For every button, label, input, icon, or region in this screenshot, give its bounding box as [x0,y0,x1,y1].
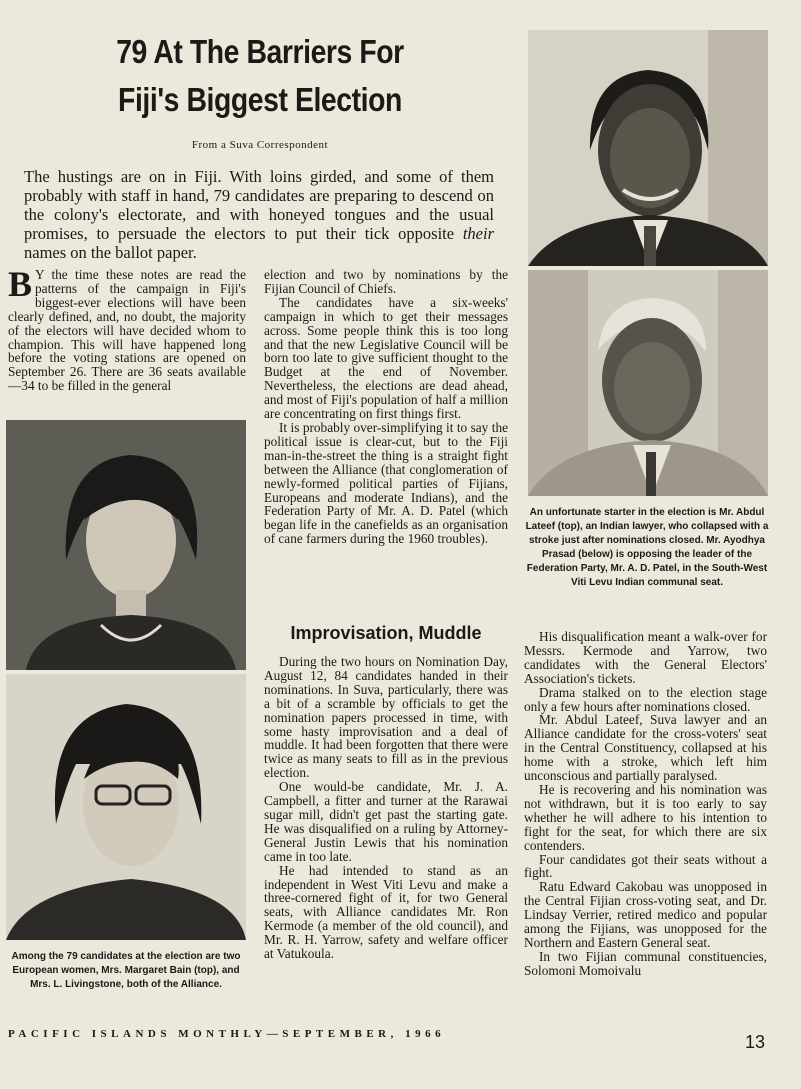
column-2-paragraph: It is probably over-simplifying it to say the political issue is clear-cut, but to the Fiji man-in-the-street the thing is a straight fight between the Alliance (that conglomeration of newly-formed political parties of Fijians, Europeans and moderate Indians), and the Federation Party of Mr. A. D. Patel (which began life in the canefields as an organisation of cane farmers during the 1960 troubles). [264,419,508,547]
column-2-paragraph: During the two hours on Nomination Day, August 12, 84 candidates handed in their nominations. In Suva, particularly, there was a bit of a scramble by officials to get the nomination papers processed in time, with some hasty improvisation and a deal of muddle. It had been forgotten that there were twice as many seats to fill as in the previous election. [264,654,508,781]
caption-right: An unfortunate starter in the election is Mr. Abdul Lateef (top), an Indian lawyer, who collapsed with a stroke just after nominations closed. Mr. Ayodhya Prasad (below) is opposing the leader of the Federation Party, Mr. A. D. Patel, in the South-West Viti Levu Indian communal seat. [525,507,769,588]
caption-left: Among the 79 candidates at the election are two European women, Mrs. Margaret Bain (top), and Mrs. L. Livingstone, both of the Alliance. [11,951,241,990]
column-3-paragraph: Drama stalked on to the election stage only a few hours after nominations closed. [524,684,767,714]
intro-paragraph: The hustings are on in Fiji. With loins girded, and some of them probably with staff in hand, 79 candidates are preparing to descend on the colony's electorate, and with honeyed tongues and the usual promises, to persuade the electors to put their tick opposite their names on the ballot paper. [24,167,494,262]
column-2-bottom-text [264,655,508,961]
column-3-paragraph: Mr. Abdul Lateef, Suva lawyer and an Alliance candidate for the cross-voters' seat in the Central Constituency, collapsed at his home with a stroke, which left him unconscious and partially paralysed. [524,712,767,784]
headline-line-2: Fiji's Biggest Election [118,81,402,118]
page-number: 13 [744,1032,765,1052]
column-2-paragraph: He had intended to stand as an independent in West Viti Levu and make a three-cornered fight of it, for two General seats, with Alliance candidates Mr. Ron Kermode (a member of the old council), and Mr. R. H. Yarrow, safety and welfare officer at Vatukoula. [264,862,508,962]
drop-cap: B [8,264,33,304]
column-3-paragraph: He is recovering and his nomination was not withdrawn, but it is too early to say whether he will adhere to his intention to fight for the seat, for which there are six contenders. [524,781,767,853]
column-2-top-text [264,268,508,546]
photo-margaret-bain [6,420,246,670]
byline: From a Suva Correspondent [191,139,329,151]
headline-line-1: 79 At The Barriers For [116,33,404,70]
column-3-paragraph: Four candidates got their seats without a fight. [524,851,767,881]
subheading: Improvisation, Muddle [290,623,482,643]
column-1-paragraph: Y the time these notes are read the patterns of the campaign in Fiji's biggest-ever elections will have been clearly defined, and, no doubt, the majority of the electors will have decided whom to champion. This will have happened long before the voting stations are opened on September 26. There are 36 seats available—34 to be filled in the general [8,267,246,394]
column-3-paragraph: His disqualification meant a walk-over for Messrs. Kermode and Yarrow, two candidates with the General Electors' Association's tickets. [524,629,767,686]
column-3-paragraph: Ratu Edward Cakobau was unopposed in the Central Fijian cross-voting seat, and Dr. Lindsay Verrier, retired medico and popular among the Fijians, was unopposed for the Northern and Eastern General seat. [524,879,767,950]
column-2-paragraph: election and two by nominations by the Fijian Council of Chiefs. [264,267,508,296]
column-3-text [524,630,767,978]
column-3-paragraph: In two Fijian communal constituencies, Solomoni Momoivalu [524,948,767,978]
column-1-text [8,264,246,394]
photo-abdul-lateef [528,30,768,266]
photo-ayodhya-prasad [528,270,768,496]
footer-magazine-line: PACIFIC ISLANDS MONTHLY—SEPTEMBER, 1966 [8,1028,446,1040]
photo-l-livingstone [6,674,246,940]
column-2-paragraph: One would-be candidate, Mr. J. A. Campbell, a fitter and turner at the Rarawai sugar mill, didn't get past the starting gate. He was disqualified on a ruling by Attorney-General Justin Lewis that his nomination came in too late. [264,779,508,864]
column-2-paragraph: The candidates have a six-weeks' campaign in which to get their messages across. Some people think this is too long and that the new Legislative Council will be born too late to give sufficient thought to the Budget at the end of November. Nevertheless, the elections are dead ahead, and most of Fiji's population of half a million are concentrating on first things first. [264,294,508,422]
